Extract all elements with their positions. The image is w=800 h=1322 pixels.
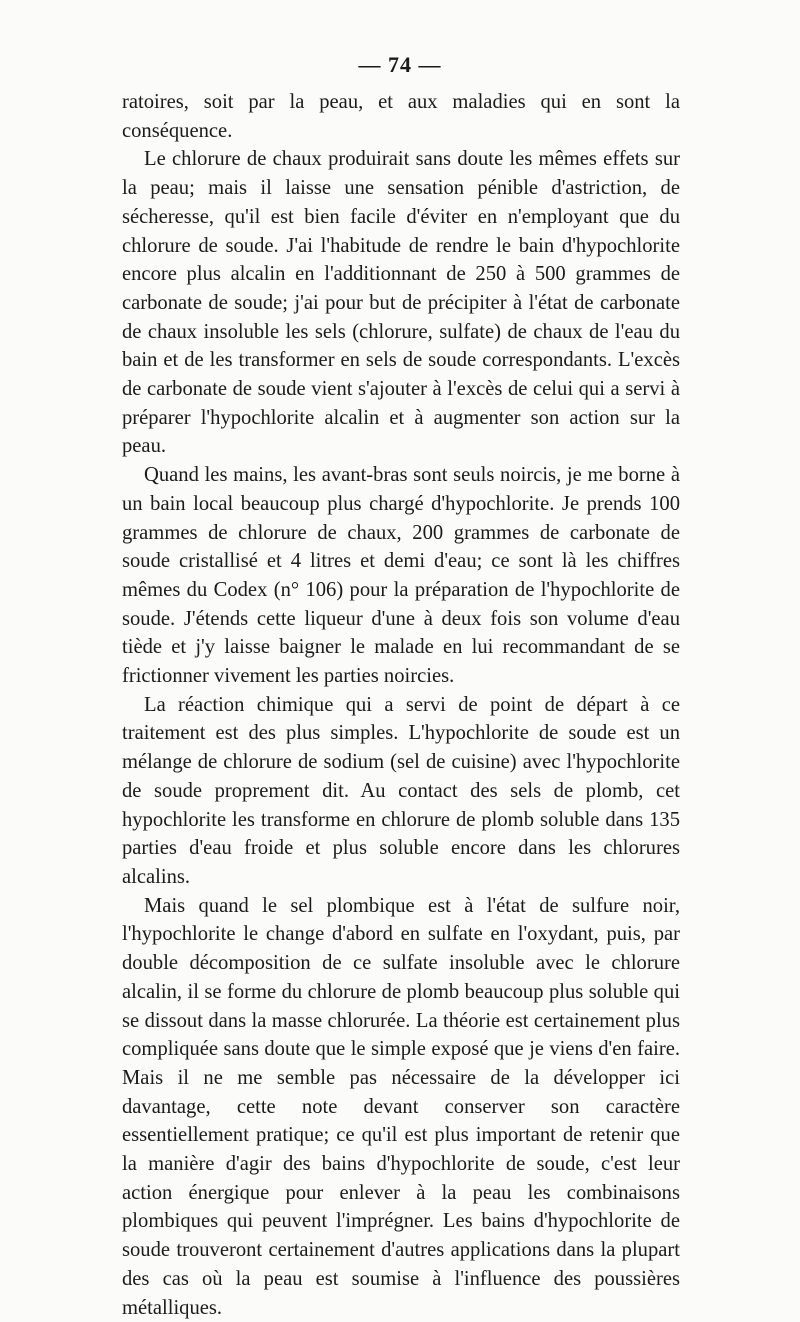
page-number: — 74 — bbox=[358, 52, 442, 77]
body-text bbox=[122, 88, 680, 1322]
paragraph-bain-local: Quand les mains, les avant-bras sont seuls noircis, je me borne à un bain local beaucoup plus chargé d'hypochlorite. Je prends 100 grammes de chlorure de chaux, 200 grammes de carbonate de soude cristallisé et 4 litres et demi d'eau; ce sont là les chiffres mêmes du Codex (n° 106) pour la préparation de l'hypochlorite de soude. J'étends cette liqueur d'une à deux fois son volume d'eau tiède et j'y laisse baigner le malade en lui recommandant de se frictionner vivement les parties noircies. bbox=[122, 464, 680, 688]
paragraph-chlorure-de-chaux: Le chlorure de chaux produirait sans doute les mêmes effets sur la peau; mais il laisse une sensation pénible d'astriction, de sécheresse, qu'il est bien facile d'éviter en n'employant que du chlorure de soude. J'ai l'habitude de rendre le bain d'hypochlorite encore plus alcalin en l'additionnant de 250 à 500 grammes de carbonate de soude; j'ai pour but de précipiter à l'état de carbonate de chaux insoluble les sels (chlorure, sulfate) de chaux de l'eau du bain et de les transformer en sels de soude correspondants. L'excès de carbonate de soude vient s'ajouter à l'excès de celui qui a servi à préparer l'hypochlorite alcalin et à augmenter son action sur la peau. bbox=[122, 148, 680, 458]
paragraph-sel-plombique: Mais quand le sel plombique est à l'état de sulfure noir, l'hypochlorite le change d'abord en sulfate en l'oxydant, puis, par double décomposition de ce sulfate insoluble avec le chlorure alcalin, il se forme du chlorure de plomb beaucoup plus soluble qui se dissout dans la masse chlorurée. La théorie est certainement plus compliquée sans doute que le simple exposé que je viens d'en faire. Mais il ne me semble pas nécessaire de la développer ici davantage, cette note devant conserver son caractère essentiellement pratique; ce qu'il est plus important de retenir que la manière d'agir des bains d'hypochlorite de soude, c'est leur action énergique pour enlever à la peau les combinaisons plombiques qui peuvent l'imprégner. Les bains d'hypochlorite de soude trouveront certainement d'autres applications dans la plupart des cas où la peau est soumise à l'influence des poussières métalliques. bbox=[122, 894, 680, 1319]
paragraph-continuation: ratoires, soit par la peau, et aux maladies qui en sont la conséquence. bbox=[122, 91, 680, 142]
paragraph-reaction-chimique: La réaction chimique qui a servi de point de départ à ce traitement est des plus simples. L'hypochlorite de soude est un mélange de chlorure de sodium (sel de cuisine) avec l'hypochlorite de soude proprement dit. Au contact des sels de plomb, cet hypochlorite les transforme en chlorure de plomb soluble dans 135 parties d'eau froide et plus soluble encore dans les chlorures alcalins. bbox=[122, 693, 680, 888]
